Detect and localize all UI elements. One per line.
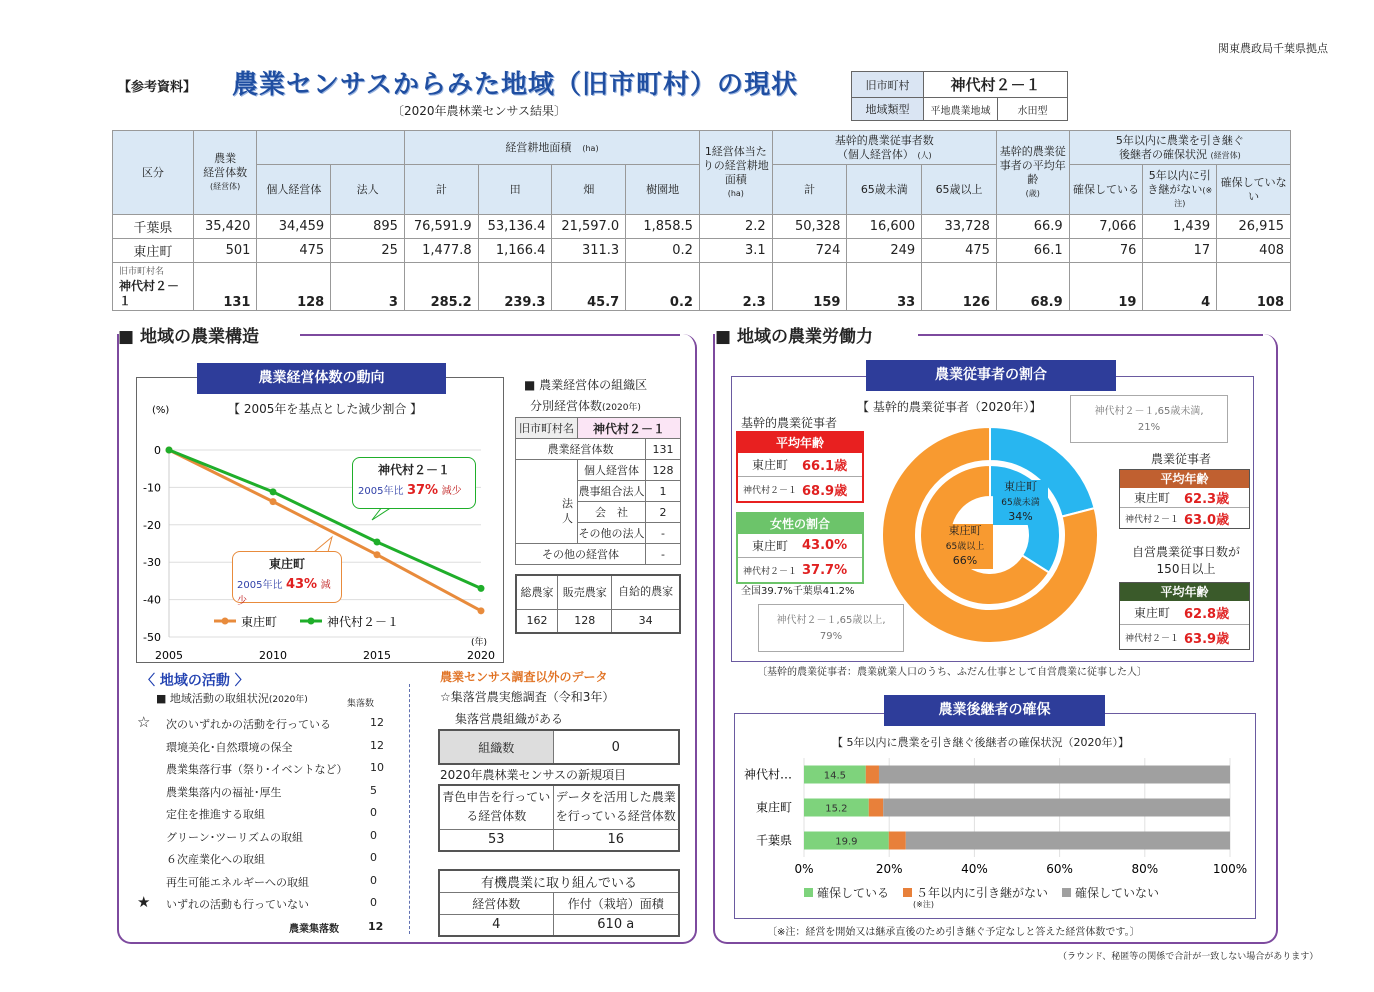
activity-total-label: 農業集落数 — [289, 924, 339, 935]
legend-marker — [222, 618, 229, 625]
region-info — [851, 71, 1068, 121]
th-jyu: 樹園地 — [626, 165, 700, 215]
farm-table: 総農家 販売農家 自給的農家 162 128 34 — [515, 574, 681, 634]
th-keiei: 農業 経営体数 (経営体) — [193, 131, 257, 215]
x-tick-label: 2005 — [155, 649, 183, 662]
legend-label: 東庄町 — [241, 615, 278, 629]
section-structure: ■ 地域の農業構造 — [118, 327, 259, 347]
activity-label: 定住を推進する取組 — [166, 808, 265, 821]
kikan-label: 基幹的農業従事者 — [741, 416, 838, 430]
activity-label: 次のいずれかの活動を行っている — [166, 718, 331, 731]
note-succ: 〔※注：経営を開始又は継承直後のため引き継ぐ予定なしと答えた経営体数です。〕 — [767, 927, 1140, 938]
x-tick-label: 0% — [794, 862, 814, 876]
female-ratio-box: 女性の割合 東庄町 43.0% 神代村２－１ 37.7% — [736, 512, 864, 584]
callout-under65: 神代村２－１,65歳未満, 21% — [1070, 395, 1228, 443]
th-kojin: 個人経営体 — [257, 165, 331, 215]
x-tick-label: 40% — [961, 862, 988, 876]
org-count-table: 組織数 0 — [438, 729, 680, 765]
th-k-total: 計 — [772, 165, 847, 215]
succ-sub: 【 5年以内に農業を引き継ぐ後継者の確保状況（2020年）】 — [832, 736, 1129, 749]
succ-bar-chart — [740, 752, 1250, 882]
region-value: 神代村２－１ — [924, 72, 1068, 98]
trend-chart-sub: 【 2005年を基点とした減少割合 】 — [228, 402, 423, 416]
x-unit: (年) — [471, 638, 488, 648]
data-point — [270, 498, 277, 505]
activity-value: 10 — [370, 761, 384, 774]
category-label: 東庄町 — [755, 800, 792, 815]
org-title2: 分別経営体数(2020年) — [530, 399, 641, 413]
activity-value: 0 — [370, 806, 377, 819]
y-tick-label: 0 — [154, 444, 161, 457]
th-total: 計 — [404, 165, 478, 215]
jiei-label: 自営農業従事日数が 150日以上 — [1131, 545, 1240, 576]
region-label: 旧市町村 — [852, 72, 924, 98]
bar-segment — [906, 832, 1230, 850]
bar-data-label: 14.5 — [823, 770, 847, 782]
legend-label: 神代村２－１ — [327, 615, 400, 629]
bar-segment — [879, 766, 1230, 784]
data-point — [270, 488, 277, 495]
th-age: 基幹的農業従事者の平均年齢 (歳) — [996, 131, 1069, 215]
donut-sub: 【 基幹的農業従事者（2020年）】 — [857, 400, 1042, 414]
bar-data-label: 15.2 — [825, 803, 848, 815]
activity-value: 0 — [370, 851, 377, 864]
activity-value: 0 — [370, 896, 377, 909]
avg-age-box: 平均年齢 東庄町 66.1歳 神代村２－１ 68.9歳 — [736, 431, 864, 503]
activity-value: 12 — [370, 716, 384, 729]
th-s1: 確保している — [1069, 165, 1143, 215]
donut-label-over65: 東庄町 65歳以上 66% — [937, 524, 993, 569]
bar-data-label: 19.9 — [835, 836, 858, 848]
table-row: 東庄町 501 475 25 1,477.8 1,166.4 311.3 0.2 3.1 724 249 475 66.1 76 17 408 — [113, 239, 1291, 263]
org-table: 旧市町村名 神代村２－１ 農業経営体数 131 個人経営体 128 法人 農事組合法人 1 会 社 2 その他の法人 - その他の経営体 - — [515, 417, 681, 565]
activity-value: 0 — [370, 828, 377, 842]
x-tick-label: 60% — [1046, 862, 1073, 876]
org-name: 関東農政局千葉県拠点 — [1218, 42, 1328, 55]
category-label: 神代村… — [743, 767, 792, 782]
y-tick-label: -10 — [143, 481, 161, 495]
bar-segment — [883, 799, 1230, 817]
ratio-title: 農業従事者の割合 — [866, 360, 1116, 391]
type-label: 地域類型 — [852, 98, 924, 121]
trend-chart-title: 農業経営体数の動向 — [197, 363, 446, 394]
activity-label: いずれの活動も行っていない — [166, 898, 309, 911]
category-label: 千葉県 — [755, 833, 792, 848]
y-tick-label: -20 — [143, 518, 161, 532]
national-ratio: 全国39.7%千葉県41.2% — [741, 586, 855, 597]
bar-segment — [889, 832, 906, 850]
note-kikan: 〔基幹的農業従事者：農業就業人口のうち、ふだん仕事として自営農業に従事した人〕 — [757, 667, 1147, 678]
data-point — [478, 607, 485, 614]
y-tick-label: -50 — [143, 631, 161, 644]
callout-over65: 神代村２－１,65歳以上, 79% — [758, 604, 904, 652]
new-title: 2020年農林業センサスの新規項目 — [440, 768, 627, 782]
other-title: 農業センサス調査以外のデータ — [440, 670, 608, 684]
th-s2: 5年以内に引き継がない(※注) — [1143, 165, 1217, 215]
y-axis-label: (%) — [152, 405, 170, 416]
page-title: 農業センサスからみた地域（旧市町村）の現状 — [232, 70, 798, 100]
activity-label: 環境美化･自然環境の保全 — [166, 740, 293, 754]
star-icon: ☆ — [137, 713, 151, 731]
section-labor: ■ 地域の農業労働力 — [715, 327, 873, 347]
activity-value: 5 — [370, 783, 377, 797]
th-blank — [257, 131, 405, 165]
data-point — [166, 447, 173, 454]
type-value-a: 平地農業地域 — [924, 98, 998, 121]
th-succ: 5年以内に農業を引き継ぐ 後継者の確保状況 (経営体) — [1069, 131, 1290, 165]
y-tick-label: -30 — [143, 556, 161, 570]
avg-age-box-2: 平均年齢 東庄町 62.3歳 神代村２－１ 63.0歳 — [1119, 469, 1250, 529]
th-k-o65: 65歳以上 — [922, 165, 997, 215]
data-point — [478, 585, 485, 592]
th-hata: 畑 — [552, 165, 626, 215]
data-point — [374, 551, 381, 558]
type-value-b: 水田型 — [998, 98, 1068, 121]
activity-title: 〈 地域の活動 〉 — [141, 673, 249, 689]
bar-segment — [866, 766, 879, 784]
th-k-u65: 65歳未満 — [847, 165, 922, 215]
x-tick-label: 2015 — [363, 649, 391, 662]
trend-line-chart — [136, 395, 504, 663]
succ-title: 農業後継者の確保 — [884, 695, 1105, 726]
th-area: 経営耕地面積 (ha) — [404, 131, 699, 165]
th-hojin: 法人 — [331, 165, 405, 215]
callout-kamiyo: 神代村２－１ 2005年比 37% 減少 — [352, 457, 476, 509]
x-tick-label: 2020 — [467, 649, 495, 662]
legend-swatch-orange — [903, 888, 912, 897]
x-tick-label: 80% — [1131, 862, 1159, 876]
organic-table: 有機農業に取り組んでいる 経営体数 作付（栽培）面積 4 610 a — [438, 869, 680, 937]
x-tick-label: 100% — [1212, 862, 1248, 876]
callout-pointer — [314, 537, 332, 552]
new-items-table: 青色申告を行っている経営体数 データを活用した農業を行っている経営体数 53 16 — [438, 784, 680, 852]
legend-marker — [308, 618, 315, 625]
legend-swatch-green — [804, 888, 813, 897]
reference-label: 【参考資料】 — [118, 80, 197, 95]
th-ta: 田 — [478, 165, 552, 215]
other-2: 集落営農組織がある — [455, 712, 564, 726]
callout-tonosho: 東庄町 2005年比 43% 減少 — [232, 551, 342, 603]
table-row: 千葉県 35,420 34,459 895 76,591.9 53,136.4 21,597.0 1,858.5 2.2 50,328 16,600 33,728 66.9 7,066 1,439 26,915 — [113, 215, 1291, 239]
th-s3: 確保していない — [1217, 165, 1291, 215]
activity-label: 再生可能エネルギーへの取組 — [166, 875, 309, 889]
succ-legend: 確保している ５年以内に引き継がない (※注) 確保していない — [804, 884, 1159, 901]
activity-divider — [409, 684, 410, 934]
activity-label: 農業集落行事（祭り･イベントなど） — [166, 763, 348, 776]
activity-col: 集落数 — [347, 699, 375, 709]
th-per: 1経営体当たりの経営耕地面積 (ha) — [699, 131, 772, 215]
census-table — [112, 130, 1291, 311]
activity-value: 0 — [370, 873, 377, 887]
data-point — [374, 539, 381, 546]
bar-segment — [869, 799, 883, 817]
page-subtitle: 〔2020年農林業センサス結果〕 — [392, 104, 567, 118]
th-kikan: 基幹的農業従事者数 （個人経営体） (人) — [772, 131, 996, 165]
activity-value: 12 — [370, 738, 384, 752]
footer-note: （ラウンド、秘匿等の関係で合計が一致しない場合があります） — [1058, 952, 1319, 962]
org-title: ■ 農業経営体の組織区 — [524, 378, 648, 392]
table-row: 旧市町村名 神代村２－１ 131 128 3 285.2 239.3 45.7 0.2 2.3 159 33 126 68.9 19 4 108 — [113, 263, 1291, 311]
x-tick-label: 20% — [875, 862, 903, 876]
legend-swatch-gray — [1062, 888, 1071, 897]
th-kubun: 区分 — [113, 131, 194, 215]
activity-sub: ■ 地域活動の取組状況(2020年) — [156, 692, 308, 705]
activity-label: グリーン･ツーリズムの取組 — [166, 830, 304, 844]
other-1: ☆集落営農実態調査（令和3年） — [440, 690, 615, 704]
activity-total: 12 — [368, 920, 384, 933]
activity-label: 農業集落内の福祉･厚生 — [166, 785, 282, 799]
activity-label: ６次産業化への取組 — [166, 853, 265, 866]
y-tick-label: -40 — [143, 593, 161, 607]
donut-label-under65: 東庄町 65歳未満 34% — [993, 480, 1048, 525]
x-tick-label: 2010 — [259, 649, 287, 662]
filled-star-icon: ★ — [137, 893, 151, 911]
avg-age-box-3: 平均年齢 東庄町 62.8歳 神代村２－１ 63.9歳 — [1119, 582, 1250, 650]
juji-label: 農業従事者 — [1151, 452, 1212, 466]
